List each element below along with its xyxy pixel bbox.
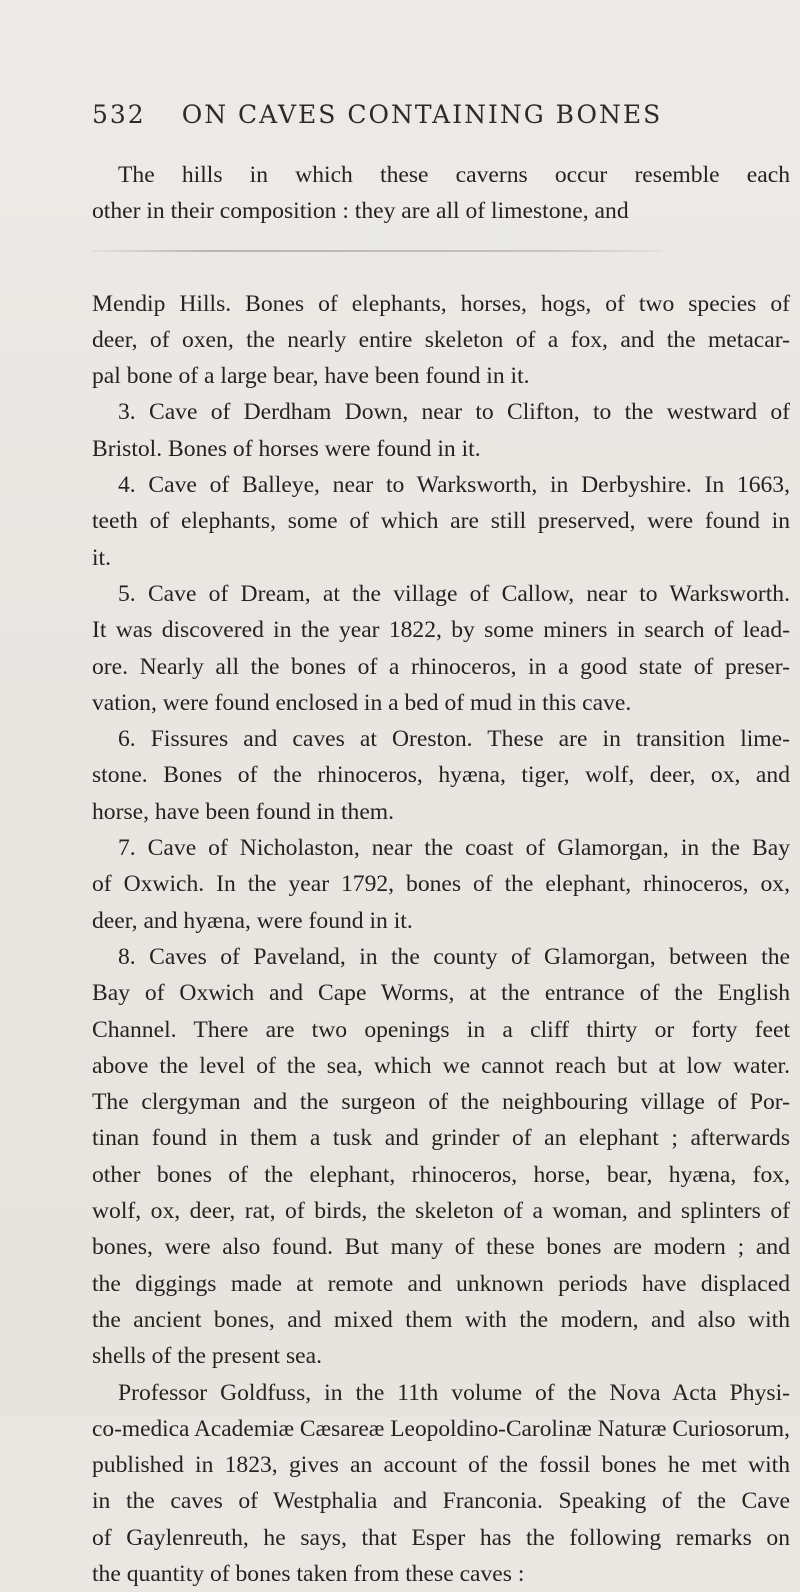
text-line: the ancient bones, and mixed them with the modern, and also with [92, 1306, 790, 1333]
running-title: ON CAVES CONTAINING BONES [181, 100, 663, 129]
text-line: bones, were also found. But many of these bones are modern ; and [92, 1234, 790, 1261]
text-line: deer, of oxen, the nearly entire skeleton of a fox, and the metacar- [92, 326, 790, 353]
text-line: shells of the present sea. [92, 1343, 322, 1370]
body-text [92, 157, 790, 1592]
text-line: other in their composition : they are all of limestone, and [92, 198, 629, 225]
text-line: ore. Nearly all the bones of a rhinoceros, in a good state of preser- [92, 653, 790, 680]
running-header [92, 100, 752, 129]
text-line: Professor Goldfuss, in the 11th volume of the Nova Acta Physi- [118, 1379, 790, 1406]
text-line: published in 1823, gives an account of the fossil bones he met with [92, 1452, 790, 1479]
text-line: 5. Cave of Dream, at the village of Callow, near to Warksworth. [118, 580, 790, 607]
text-line: tinan found in them a tusk and grinder of an elephant ; afterwards [92, 1125, 790, 1152]
scan-artifact-line [92, 250, 662, 252]
text-line: teeth of elephants, some of which are still preserved, were found in [92, 508, 790, 535]
text-line: Bay of Oxwich and Cape Worms, at the entrance of the English [92, 980, 790, 1007]
page-number: 532 [92, 100, 146, 129]
text-line: Bristol. Bones of horses were found in it. [92, 435, 481, 462]
text-line: deer, and hyæna, were found in it. [92, 907, 413, 934]
text-line: The hills in which these caverns occur resemble each [118, 162, 790, 188]
text-line: The clergyman and the surgeon of the neighbouring village of Por- [92, 1089, 790, 1116]
text-line: wolf, ox, deer, rat, of birds, the skeleton of a woman, and splinters of [92, 1198, 790, 1225]
text-line: pal bone of a large bear, have been found in it. [92, 363, 530, 390]
text-line: in the caves of Westphalia and Franconia. Speaking of the Cave [92, 1488, 790, 1515]
text-line: 6. Fissures and caves at Oreston. These are in transition lime- [118, 726, 790, 753]
text-line: Mendip Hills. Bones of elephants, horses, hogs, of two species of [92, 290, 790, 317]
text-line: 4. Cave of Balleye, near to Warksworth, in Derbyshire. In 1663, [118, 472, 790, 499]
text-line: it. [92, 544, 112, 571]
text-line: stone. Bones of the rhinoceros, hyæna, tiger, wolf, deer, ox, and [92, 762, 790, 789]
text-line: 8. Caves of Paveland, in the county of Glamorgan, between the [118, 943, 790, 970]
text-line: the diggings made at remote and unknown periods have displaced [92, 1270, 790, 1297]
text-line: co-medica Academiæ Cæsareæ Leopoldino-Carolinæ Naturæ Curiosorum, [92, 1415, 790, 1442]
text-line: It was discovered in the year 1822, by some miners in search of lead- [92, 617, 790, 644]
text-line: 7. Cave of Nicholaston, near the coast of Glamorgan, in the Bay [118, 835, 790, 862]
text-line: of Gaylenreuth, he says, that Esper has the following remarks on [92, 1524, 790, 1551]
page-gap [92, 230, 790, 286]
text-line: other bones of the elephant, rhinoceros, horse, bear, hyæna, fox, [92, 1161, 790, 1188]
text-line: horse, have been found in them. [92, 798, 395, 825]
text-line: vation, were found enclosed in a bed of mud in this cave. [92, 689, 632, 716]
text-line: the quantity of bones taken from these caves : [92, 1560, 525, 1587]
text-line: Channel. There are two openings in a cliff thirty or forty feet [92, 1016, 790, 1043]
text-line: above the level of the sea, which we cannot reach but at low water. [92, 1052, 790, 1079]
text-line: of Oxwich. In the year 1792, bones of the elephant, rhinoceros, ox, [92, 871, 790, 898]
text-line: 3. Cave of Derdham Down, near to Clifton, to the westward of [118, 399, 790, 426]
